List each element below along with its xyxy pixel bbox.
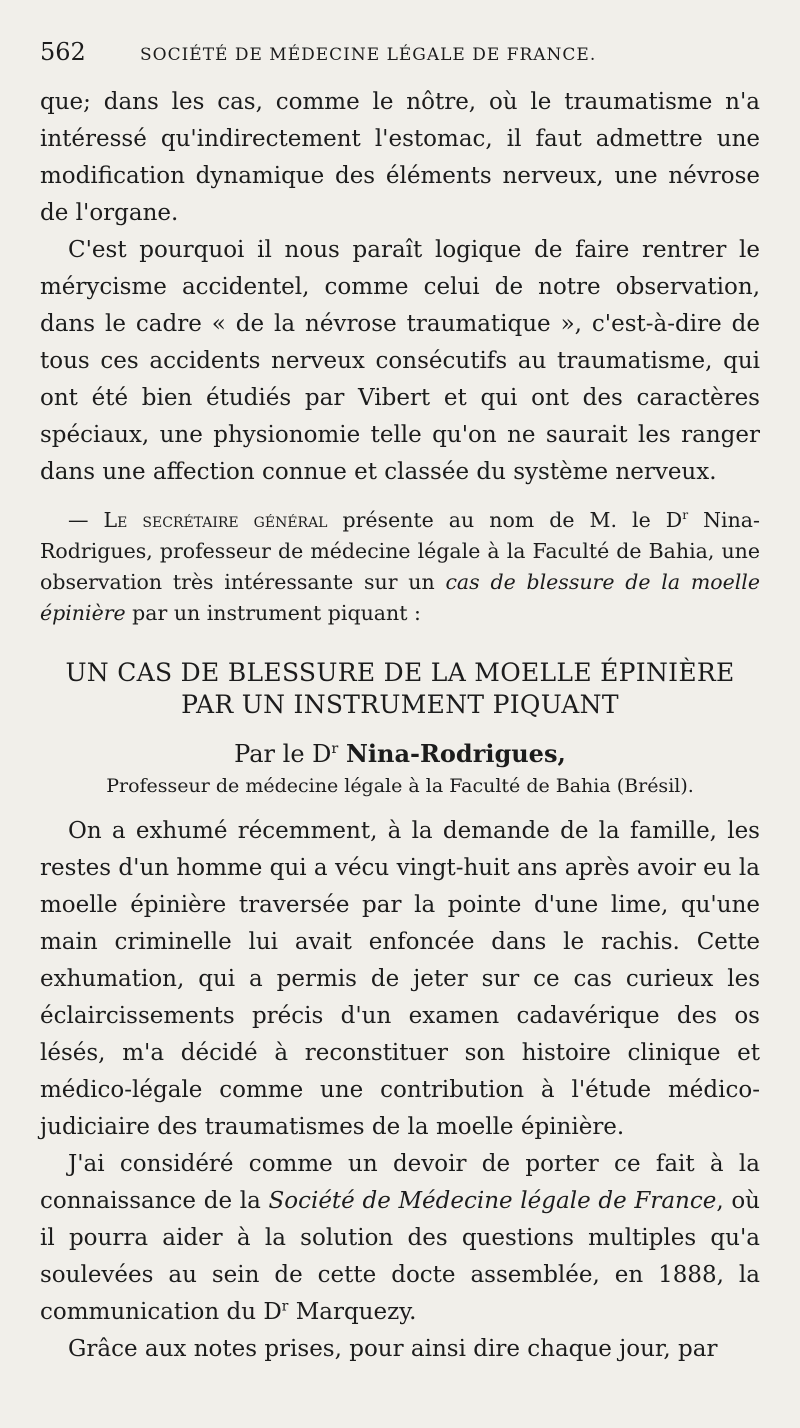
note-role: Le secrétaire général: [103, 508, 328, 532]
paragraph-3: On a exhumé récemment, à la demande de la famille, les restes d'un homme qui a vécu vingt-huit ans après avoir eu la moelle épinière traversée par la pointe d'une lime, qu'une main criminelle lui avait enfoncée dans le rachis. Cette exhumation, qui a permis de jeter sur ce cas curieux les éclaircissements précis d'un examen cadavérique des os lésés, m'a décidé à reconstituer son histoire clinique et médico-légale comme une contribution à l'étude médico-judiciaire des traumatismes de la moelle épinière.: [40, 818, 760, 1140]
byline-prefix: Par le D: [234, 740, 332, 768]
byline-sup: r: [331, 741, 339, 757]
p4-italic: Société de Médecine légale de France: [268, 1188, 717, 1214]
p4-sup: r: [281, 1298, 289, 1315]
running-head: SOCIÉTÉ DE MÉDECINE LÉGALE DE FRANCE.: [140, 45, 597, 65]
p4-text-b: , où il pourra aider à la solution des questions multiples qu'a soulevées au sein de cette docte assemblée, en 1888, la communication du D: [40, 1188, 760, 1325]
note-sup: r: [682, 508, 689, 523]
p4-text-a: J'ai considéré comme un devoir de porter ce fait à la connaissance de la: [40, 1151, 760, 1214]
note-text-b: Nina-Rodrigues, professeur de médecine légale à la Faculté de Bahia, une observation très intéressante sur un: [40, 508, 760, 594]
paragraph-2: C'est pourquoi il nous paraît logique de faire rentrer le mérycisme accidentel, comme celui de notre observation, dans le cadre « de la névrose traumatique », c'est-à-dire de tous ces accidents nerveux consécutifs au traumatisme, qui ont été bien étudiés par Vibert et qui ont des caractères spéciaux, une physionomie telle qu'on ne saurait les ranger dans une affection connue et classée du système nerveux.: [40, 237, 760, 485]
note-italic: cas de blessure de la moelle épinière: [40, 570, 760, 625]
byline: [40, 739, 760, 769]
article-title-line-2: PAR UN INSTRUMENT PIQUANT: [181, 690, 619, 719]
paragraph-5: Grâce aux notes prises, pour ainsi dire chaque jour, par: [68, 1336, 718, 1362]
article-title-line-1: UN CAS DE BLESSURE DE LA MOELLE ÉPINIÈRE: [65, 658, 735, 687]
p4-text-c: Marquezy.: [288, 1299, 417, 1325]
paragraph-1: que; dans les cas, comme le nôtre, où le traumatisme n'a intéressé qu'indirectement l'estomac, il faut admettre une modification dynamique des éléments nerveux, une névrose de l'organe.: [40, 89, 760, 226]
note-dash: —: [68, 508, 104, 532]
secretary-note: [40, 505, 760, 629]
note-text-a: présente au nom de M. le D: [327, 508, 683, 532]
paragraph-4: [40, 1146, 760, 1331]
article-title: [40, 657, 760, 721]
page-header: [40, 38, 760, 78]
page-number: 562: [40, 38, 86, 66]
author-name: Nina-Rodrigues,: [345, 739, 566, 768]
note-text-c: par un instrument piquant :: [125, 601, 421, 625]
author-affiliation: Professeur de médecine légale à la Faculté de Bahia (Brésil).: [106, 775, 694, 797]
